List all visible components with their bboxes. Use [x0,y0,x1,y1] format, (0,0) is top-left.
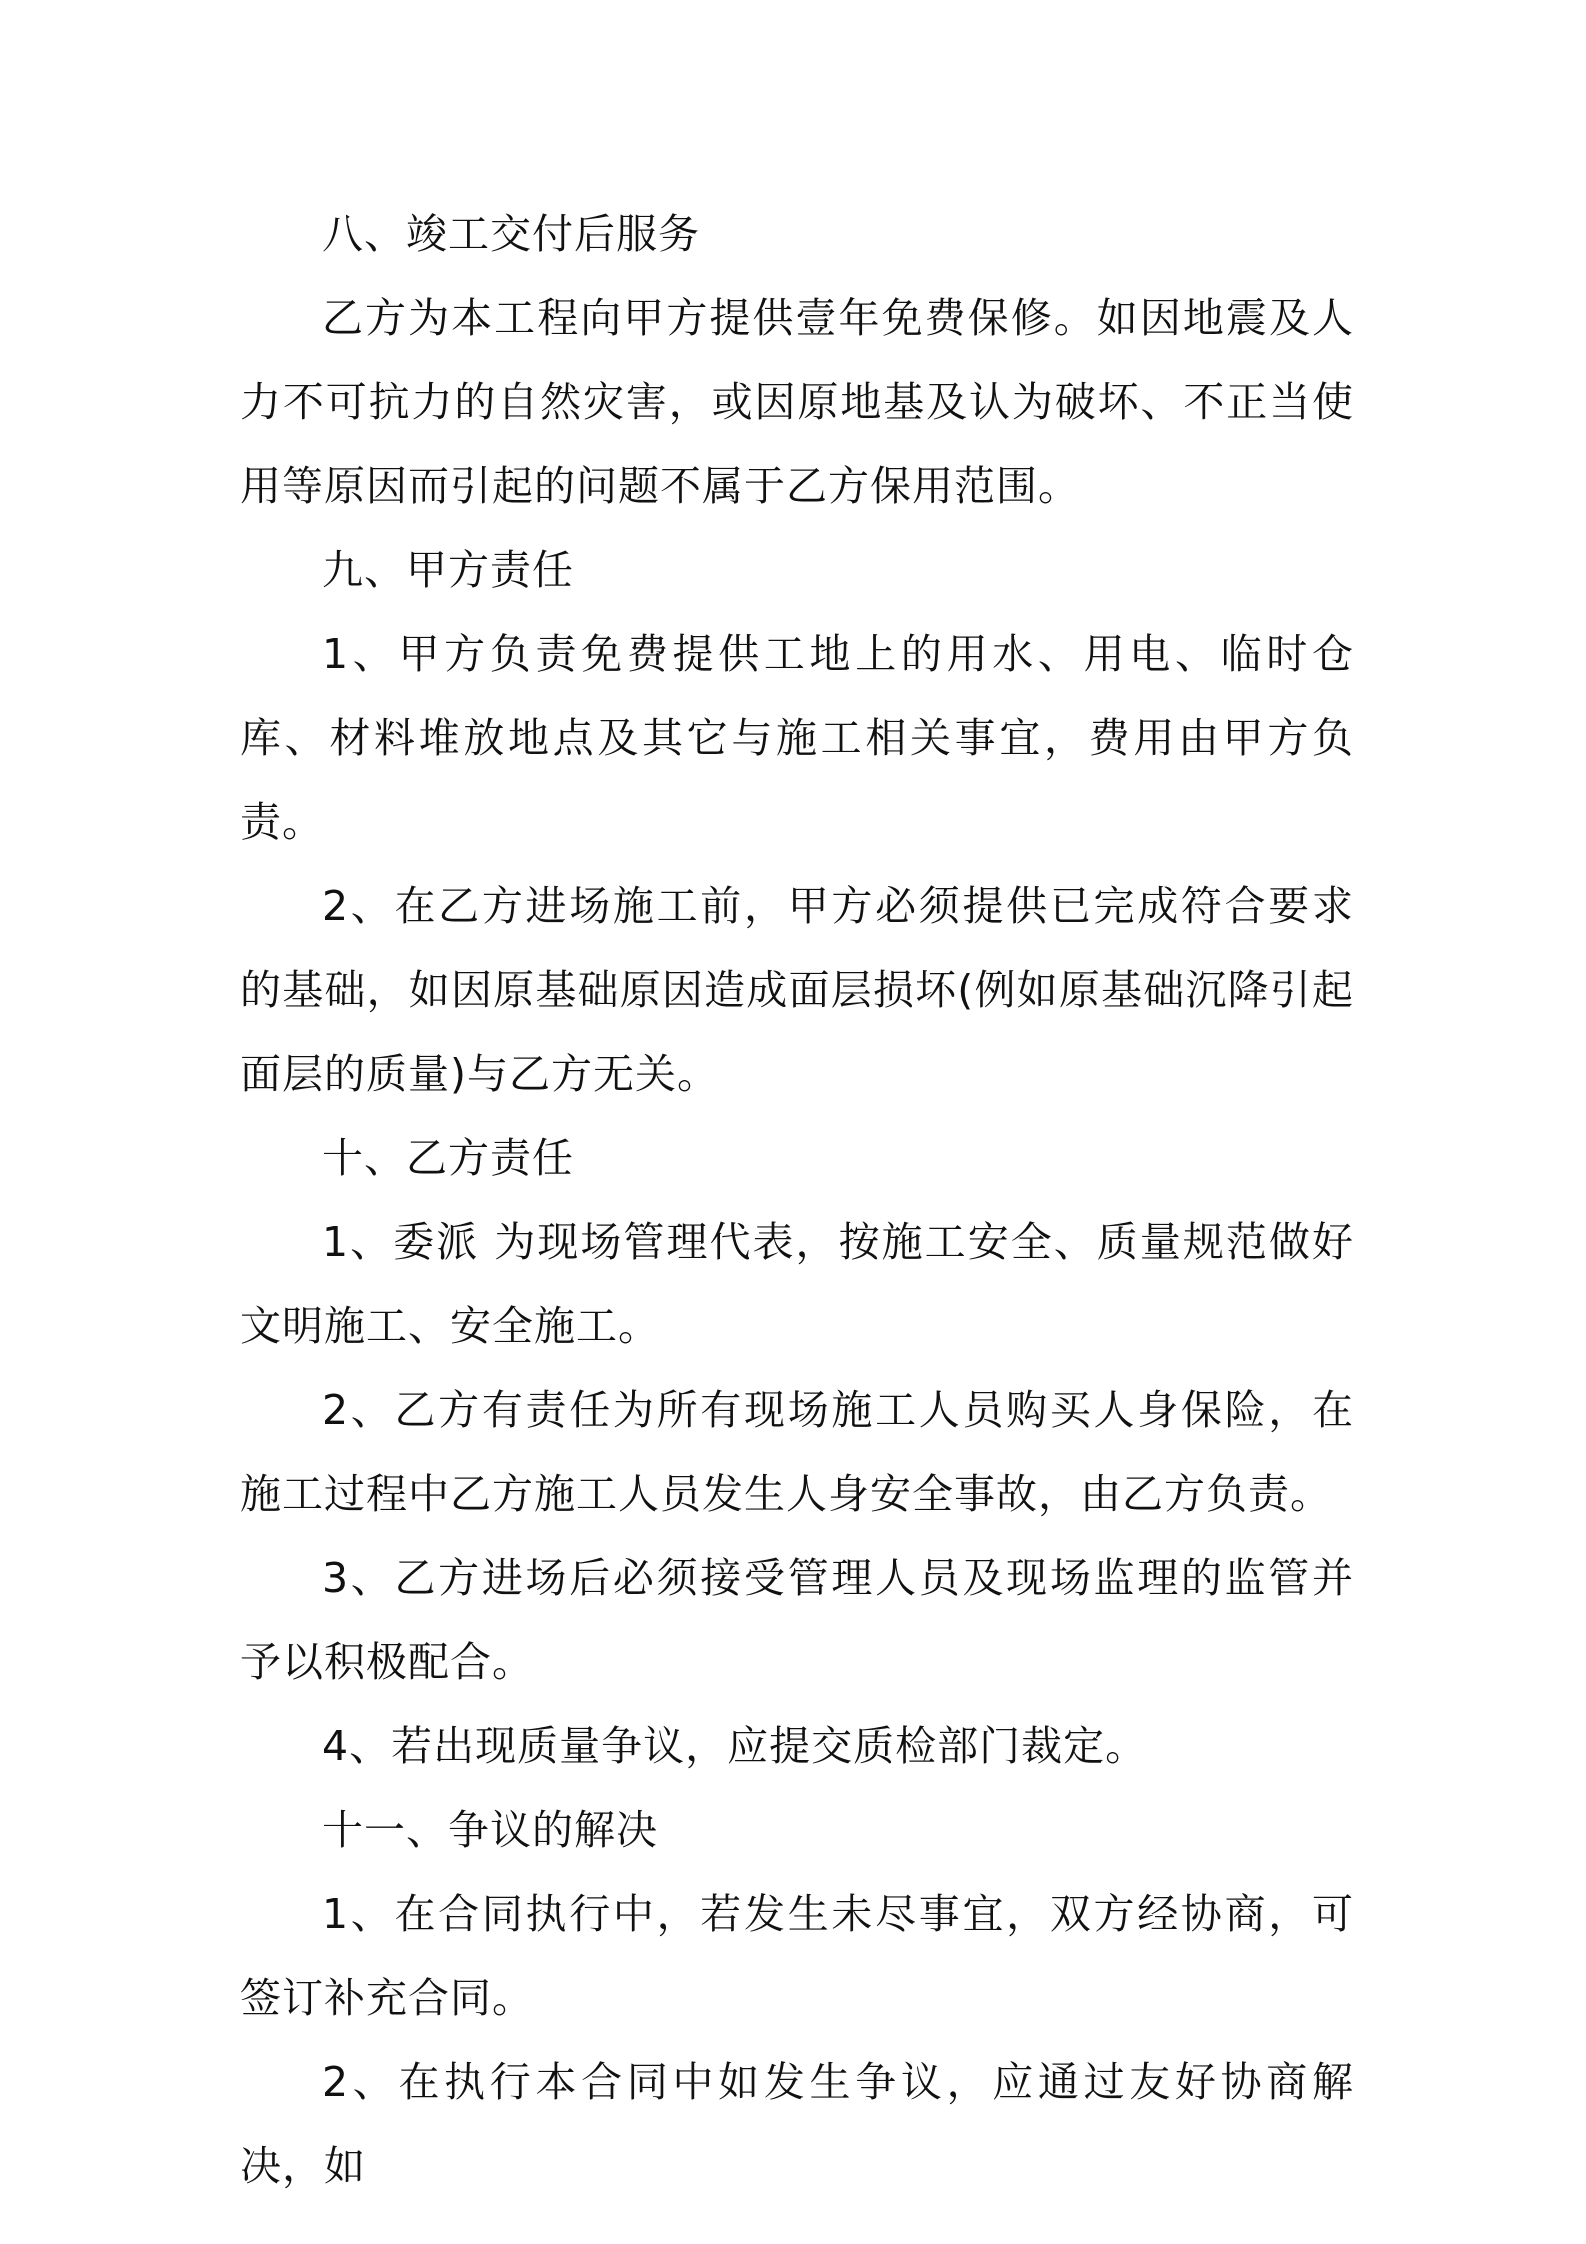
section-heading-8: 八、竣工交付后服务 [322,210,700,258]
dispute-clause-2: 2、在执行本合同中如发生争议，应通过友好协商解决，如 [240,2058,1354,2190]
dispute-clause-1: 1、在合同执行中，若发生未尽事宜，双方经协商，可签订补充合同。 [240,1890,1354,2022]
party-b-clause-1: 1、委派 为现场管理代表，按施工安全、质量规范做好文明施工、安全施工。 [240,1218,1354,1350]
warranty-paragraph: 乙方为本工程向甲方提供壹年免费保修。如因地震及人力不可抗力的自然灾害，或因原地基及认为破坏、不正当使用等原因而引起的问题不属于乙方保用范围。 [240,294,1354,510]
party-b-clause-4: 4、若出现质量争议，应提交质检部门裁定。 [322,1722,1148,1770]
party-a-clause-2: 2、在乙方进场施工前，甲方必须提供已完成符合要求的基础，如因原基础原因造成面层损坏(例如原基础沉降引起面层的质量)与乙方无关。 [240,882,1354,1098]
section-heading-9: 九、甲方责任 [322,546,574,594]
party-b-clause-3: 3、乙方进场后必须接受管理人员及现场监理的监管并予以积极配合。 [240,1554,1354,1686]
section-heading-10: 十、乙方责任 [322,1134,574,1182]
party-a-clause-1: 1、甲方负责免费提供工地上的用水、用电、临时仓库、材料堆放地点及其它与施工相关事宜，费用由甲方负责。 [240,630,1354,846]
document-body [240,192,1354,2208]
section-heading-11: 十一、争议的解决 [322,1806,658,1854]
party-b-clause-2: 2、乙方有责任为所有现场施工人员购买人身保险，在施工过程中乙方施工人员发生人身安全事故，由乙方负责。 [240,1386,1354,1518]
